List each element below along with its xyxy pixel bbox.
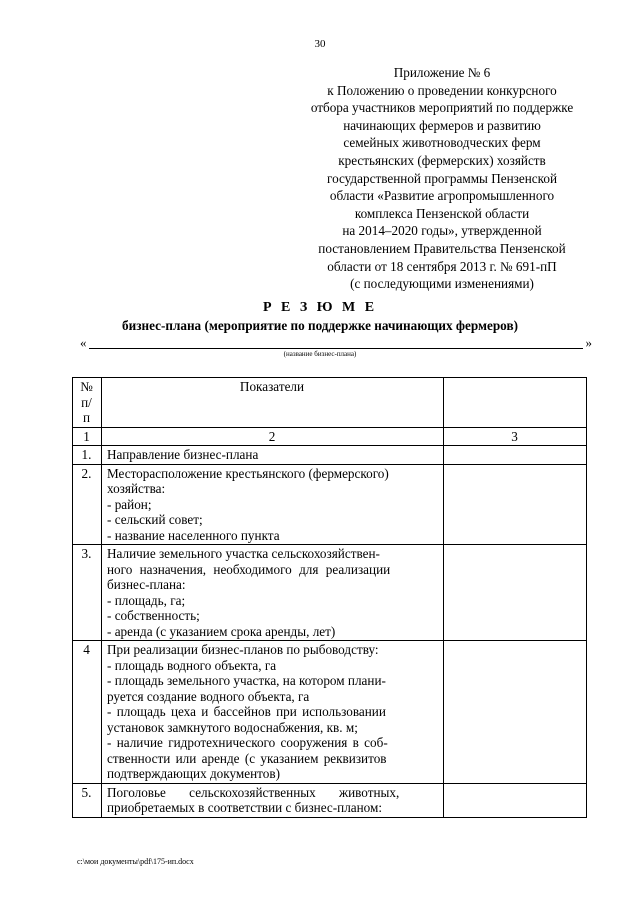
appendix-line: семейных животноводческих ферм (343, 135, 541, 151)
indicator-line: - район; (107, 496, 152, 512)
table-row (73, 446, 587, 465)
document-title: Р Е З Ю М Е (262, 300, 378, 315)
indicator-line: Направление бизнес-плана (107, 447, 259, 462)
quote-open: « (80, 335, 87, 350)
business-plan-name-line (80, 335, 592, 351)
row-number: 2. (73, 464, 102, 545)
row-number: 3. (73, 545, 102, 641)
indicator-line: хозяйства: (107, 481, 166, 496)
indicator-line: руется создание водного объекта, га (107, 688, 310, 704)
header-number (73, 378, 102, 428)
appendix-line: государственной программы Пензенской (326, 170, 558, 186)
summary-table (72, 377, 587, 818)
header-number-label: № п/п (80, 379, 93, 425)
appendix-line: начинающих фермеров и развитию (343, 117, 541, 133)
row-value-cell[interactable] (444, 545, 587, 641)
page-number: 30 (314, 38, 326, 50)
indicator-line: установок замкнутого водоснабжения, кв. м; (107, 719, 358, 735)
header-indicators (102, 378, 444, 428)
appendix-line: к Положению о проведении конкурсного (327, 82, 557, 98)
row-value-cell[interactable] (444, 446, 587, 465)
indicator-line: - сельский совет; (107, 512, 203, 527)
document-subtitle: бизнес-плана (мероприятие по поддержке начинающих фермеров) (122, 318, 518, 333)
footer-file-path: c:\мои документы\pdf\175-ип.docx (77, 857, 194, 866)
appendix-line: (с последующими изменениями) (350, 276, 534, 292)
indicator-line: - аренда (с указанием срока аренды, лет) (107, 623, 336, 639)
indicator-line: - площадь, га; (107, 592, 186, 608)
numbering-cell: 3 (444, 427, 587, 446)
appendix-line: области от 18 сентября 2013 г. № 691-пП (327, 258, 557, 274)
indicator-line: приобретаемых в соответствии с бизнес-планом: (107, 800, 383, 815)
indicator-line: Месторасположение крестьянского (фермерского) (107, 465, 389, 481)
row-number: 4 (73, 641, 102, 784)
row-indicator (102, 545, 444, 641)
appendix-line: крестьянских (фермерских) хозяйств (338, 152, 546, 168)
numbering-cell: 2 (102, 427, 444, 446)
table-row (73, 545, 587, 641)
table-numbering-row (73, 427, 587, 446)
appendix-line: комплекса Пензенской области (354, 205, 530, 221)
header-values (444, 378, 587, 428)
indicator-line: подтверждающих документов) (107, 766, 280, 781)
appendix-line: области «Развитие агропромышленного (329, 188, 555, 204)
appendix-line: постановлением Правительства Пензенской (318, 240, 566, 256)
indicator-line: - название населенного пункта (107, 527, 280, 543)
numbering-cell: 1 (73, 427, 102, 446)
row-indicator (102, 641, 444, 784)
indicator-line: - наличие гидротехнического сооружения в соб- (107, 735, 388, 750)
table-row (73, 783, 587, 817)
appendix-block (270, 64, 614, 293)
name-caption: (название бизнес-плана) (283, 350, 357, 358)
table-row (73, 641, 587, 784)
row-number: 1. (73, 446, 102, 465)
appendix-line: отбора участников мероприятий по поддержке (310, 100, 574, 116)
row-number: 5. (73, 783, 102, 817)
row-indicator (102, 464, 444, 545)
indicator-line: ного назначения, необходимого для реализации (107, 561, 391, 577)
appendix-line: Приложение № 6 (393, 65, 491, 80)
indicator-line: Поголовье сельскохозяйственных животных, (107, 784, 400, 800)
indicator-line: Наличие земельного участка сельскохозяйствен- (107, 546, 380, 561)
appendix-line: на 2014–2020 годы», утвержденной (342, 223, 542, 239)
indicator-line: бизнес-плана: (107, 577, 186, 592)
indicator-line: - собственность; (107, 608, 200, 623)
indicator-line: При реализации бизнес-планов по рыбоводству: (107, 642, 379, 657)
indicator-line: ственности или аренде (с указанием реквизитов (107, 750, 387, 766)
fill-in-rule (89, 348, 583, 349)
row-value-cell[interactable] (444, 641, 587, 784)
header-indicators-label: Показатели (239, 379, 305, 394)
row-indicator (102, 446, 444, 465)
table-header-row (73, 378, 587, 428)
indicator-line: - площадь земельного участка, на котором плани- (107, 673, 386, 688)
quote-close: » (585, 335, 592, 350)
row-value-cell[interactable] (444, 783, 587, 817)
row-indicator (102, 783, 444, 817)
table-row (73, 464, 587, 545)
indicator-line: - площадь цеха и бассейнов при использовании (107, 704, 386, 719)
indicator-line: - площадь водного объекта, га (107, 657, 277, 673)
row-value-cell[interactable] (444, 464, 587, 545)
